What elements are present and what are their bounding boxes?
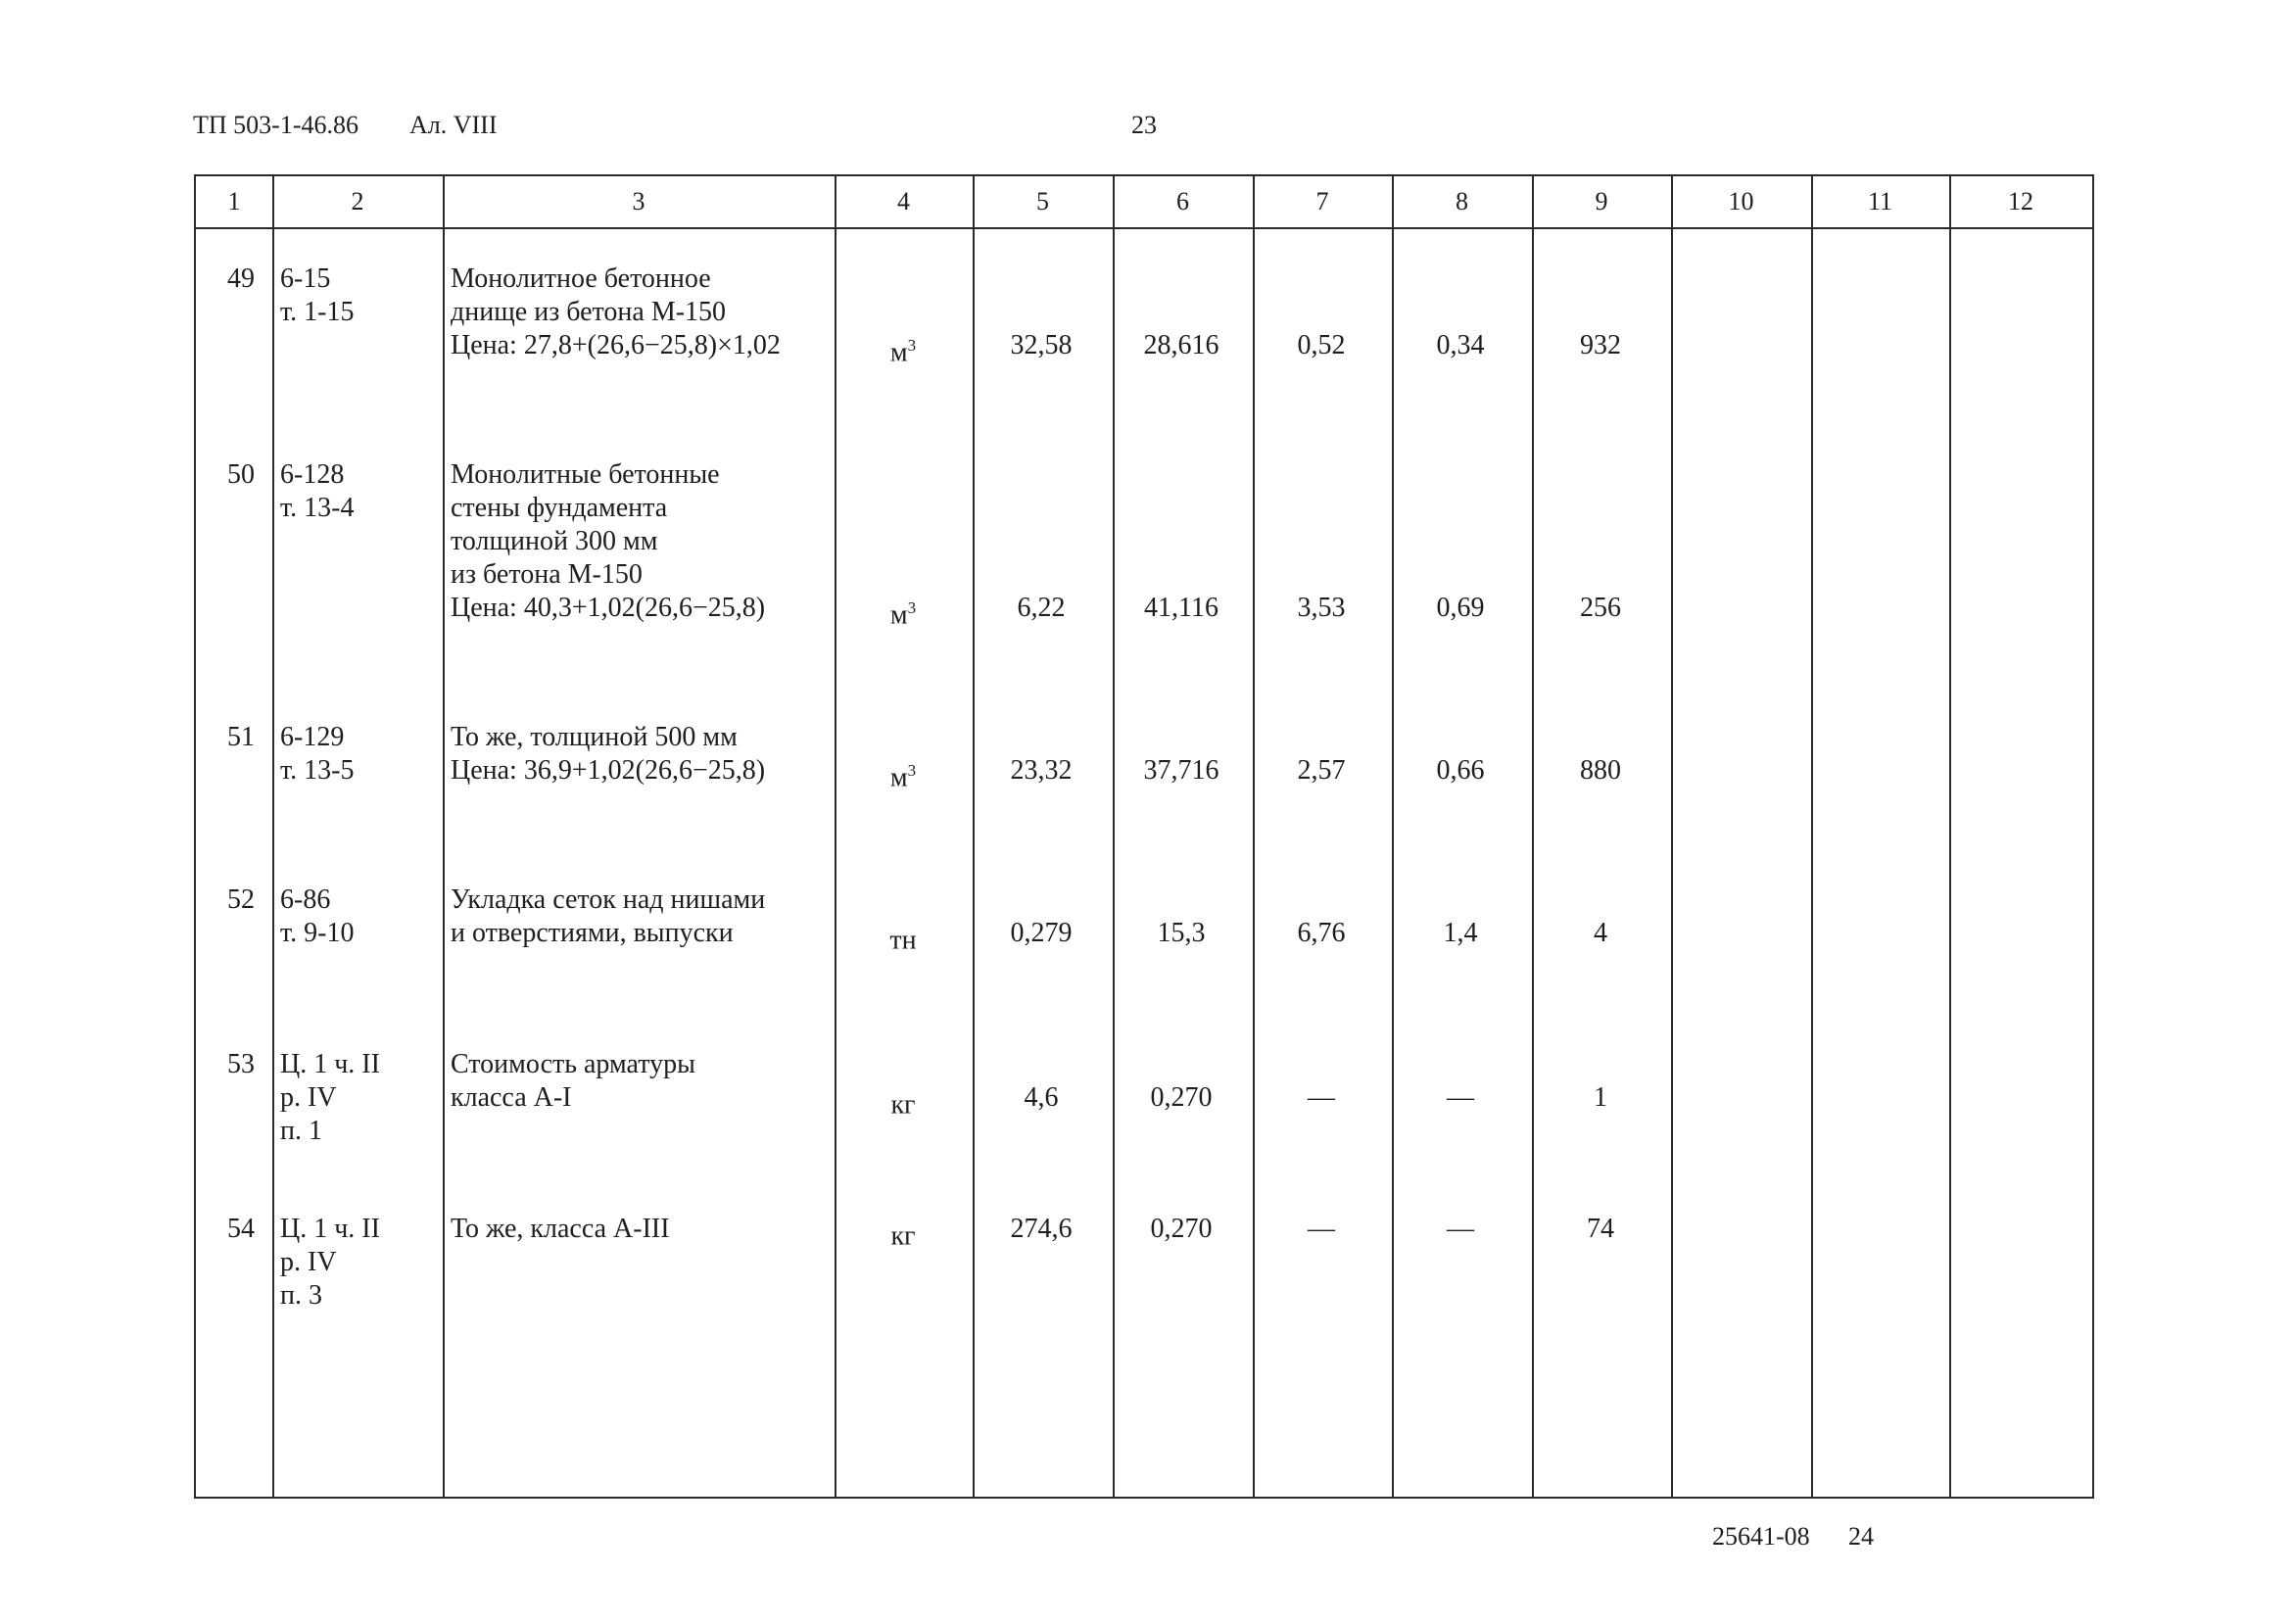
row-value-col7: 6,76 [1297,918,1346,948]
column-divider [1811,176,1813,1497]
row-basis: Ц. 1 ч. II р. IV п. 3 [280,1214,380,1311]
column-header: 2 [351,187,364,215]
row-value-col7: 3,53 [1297,593,1346,623]
column-divider [835,176,836,1497]
row-total: 880 [1580,755,1621,786]
row-value-col8: — [1447,1082,1474,1113]
column-divider [1532,176,1534,1497]
column-divider [1253,176,1255,1497]
column-header: 1 [227,187,241,215]
row-unit: кг [890,1089,916,1121]
row-unit-price: 37,716 [1143,755,1219,786]
column-header: 8 [1456,187,1468,215]
row-number: 54 [227,1214,255,1244]
row-unit: кг [890,1220,916,1252]
estimate-table [194,174,2094,1499]
footer-code: 25641-08 [1712,1522,1810,1551]
row-value-col8: 0,66 [1436,755,1485,786]
column-divider [973,176,975,1497]
row-description: Монолитное бетонное днище из бетона М-150 Цена: 27,8+(26,6−25,8)×1,02 [451,263,781,360]
row-basis: 6-128 т. 13-4 [280,459,355,523]
row-total: 74 [1587,1214,1614,1244]
row-value-col7: — [1308,1214,1335,1244]
row-description: Монолитные бетонные стены фундамента толщиной 300 мм из бетона М-150 Цена: 40,3+1,02(26,6−25,8) [451,459,766,623]
row-total: 256 [1580,593,1621,623]
row-basis: Ц. 1 ч. II р. IV п. 1 [280,1049,380,1146]
page-number: 23 [1131,111,1157,139]
column-divider [1949,176,1951,1497]
row-quantity: 6,22 [1017,593,1066,623]
row-value-col8: 0,69 [1436,593,1485,623]
column-header: 11 [1867,187,1893,215]
row-quantity: 274,6 [1010,1214,1073,1244]
row-number: 52 [227,884,255,915]
row-value-col7: 2,57 [1297,755,1346,786]
column-header: 9 [1595,187,1608,215]
row-total: 932 [1580,330,1621,360]
row-value-col7: — [1308,1082,1335,1113]
column-header: 6 [1176,187,1189,215]
row-quantity: 4,6 [1024,1082,1059,1113]
row-number: 50 [227,459,255,490]
column-header: 7 [1315,187,1329,215]
row-description: То же, класса А-III [451,1214,670,1244]
row-quantity: 0,279 [1010,918,1073,948]
row-number: 51 [227,722,255,752]
row-unit-price: 0,270 [1150,1082,1213,1113]
row-unit-price: 15,3 [1157,918,1206,948]
row-description: То же, толщиной 500 мм Цена: 36,9+1,02(26,6−25,8) [451,722,766,786]
column-header: 3 [632,187,645,215]
column-header: 4 [897,187,910,215]
row-value-col7: 0,52 [1297,330,1346,360]
column-divider [1392,176,1394,1497]
column-divider [1671,176,1673,1497]
column-header: 5 [1036,187,1049,215]
album-number: Ал. VIII [409,111,498,139]
column-divider [272,176,274,1497]
row-total: 4 [1594,918,1607,948]
row-description: Стоимость арматуры класса А-I [451,1049,695,1113]
row-basis: 6-15 т. 1-15 [280,263,355,327]
row-unit: тн [889,925,917,956]
header-divider [196,227,2092,229]
column-header: 10 [1728,187,1754,215]
row-quantity: 32,58 [1010,330,1073,360]
footer-page: 24 [1848,1522,1874,1551]
document-code: ТП 503-1-46.86 [193,111,358,139]
row-number: 53 [227,1049,255,1079]
column-divider [1113,176,1115,1497]
row-value-col8: — [1447,1214,1474,1244]
row-value-col8: 0,34 [1436,330,1485,360]
row-unit: $м^3$ [889,336,917,368]
row-unit: $м^3$ [889,761,917,793]
column-header: 12 [2008,187,2033,215]
row-unit-price: 28,616 [1143,330,1219,360]
row-quantity: 23,32 [1010,755,1073,786]
row-total: 1 [1594,1082,1607,1113]
row-value-col8: 1,4 [1443,918,1478,948]
row-unit: $м^3$ [889,598,917,631]
row-unit-price: 41,116 [1144,593,1218,623]
row-basis: 6-86 т. 9-10 [280,884,355,948]
row-unit-price: 0,270 [1150,1214,1213,1244]
row-description: Укладка сеток над нишами и отверстиями, выпуски [451,884,766,948]
row-number: 49 [227,263,255,294]
row-basis: 6-129 т. 13-5 [280,722,355,786]
